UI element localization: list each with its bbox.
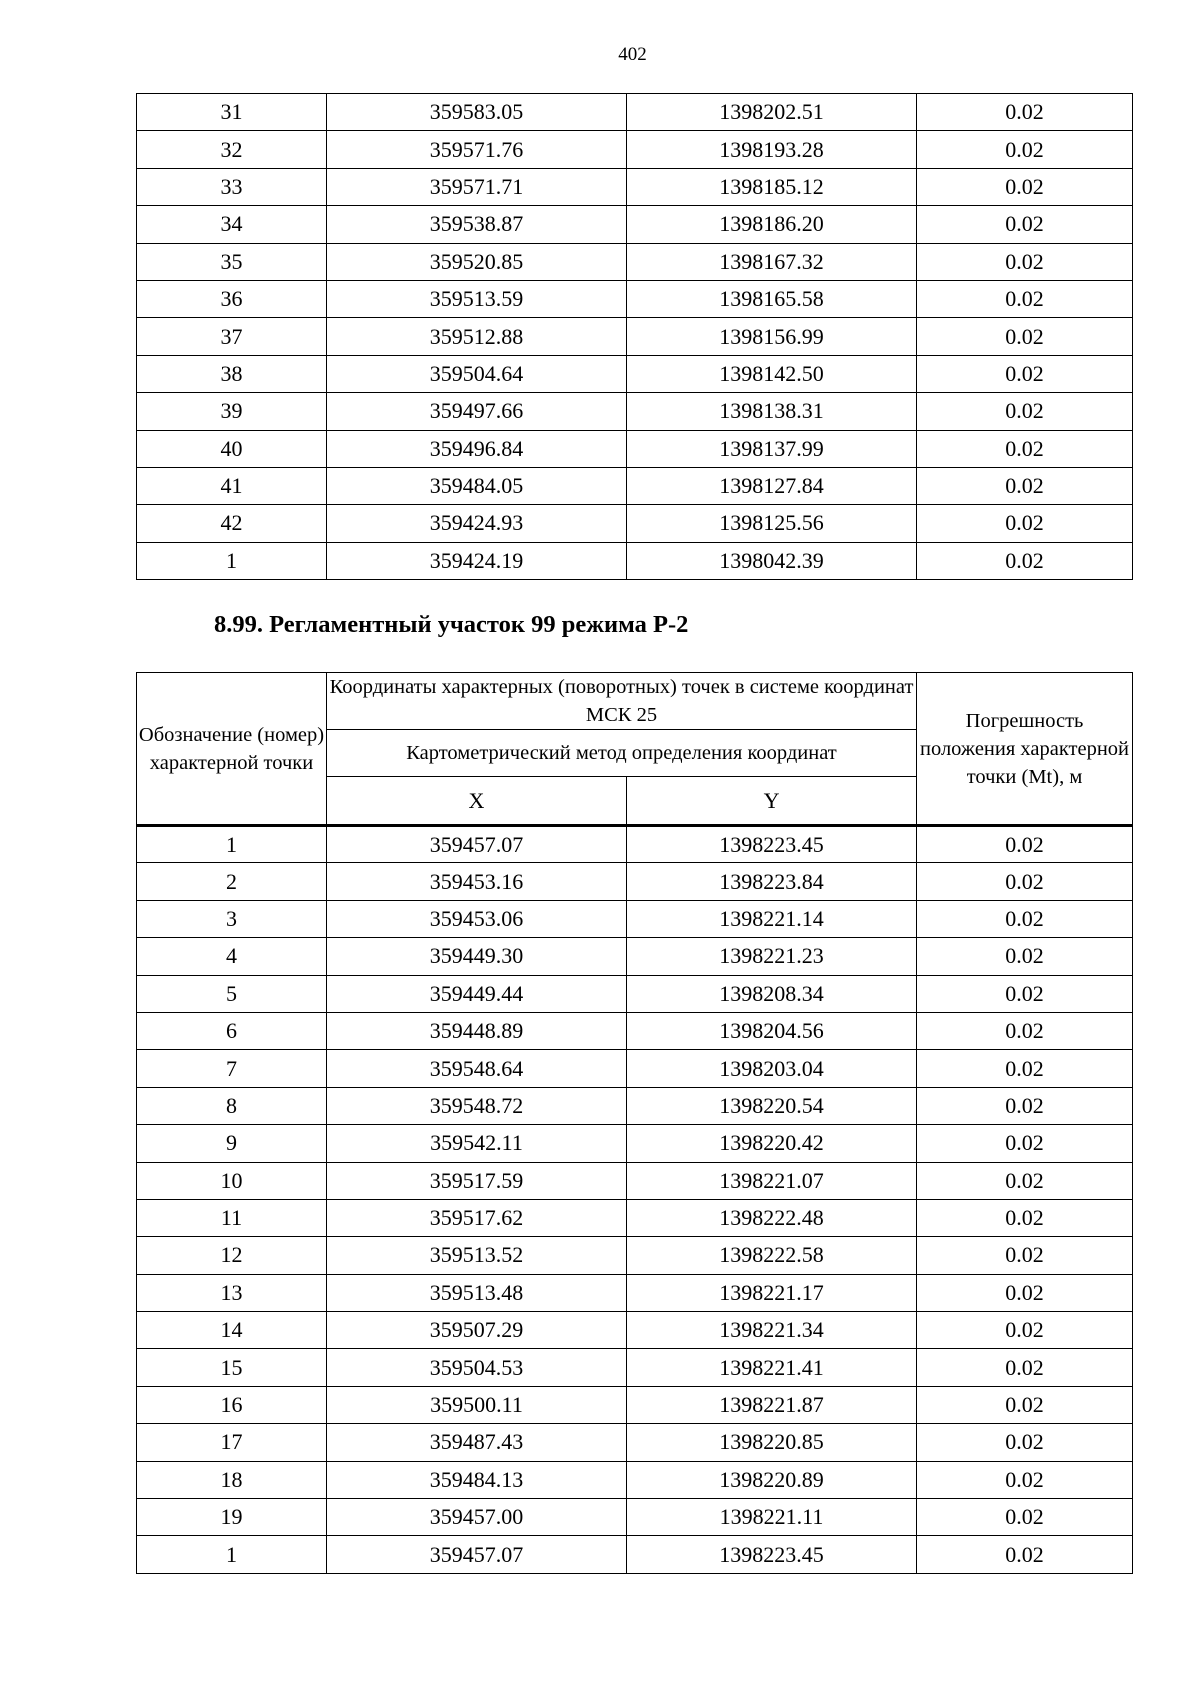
coords-column-header: Координаты характерных (поворотных) точек в системе координат МСК 25 <box>327 673 917 730</box>
error-cell: 0.02 <box>917 94 1133 131</box>
table-row <box>137 900 1133 937</box>
point-number-cell: 32 <box>137 131 327 168</box>
y-coordinate-cell: 1398193.28 <box>627 131 917 168</box>
point-number-cell: 37 <box>137 318 327 355</box>
y-column-header: Y <box>627 777 917 826</box>
table-row <box>137 505 1133 542</box>
error-cell: 0.02 <box>917 542 1133 579</box>
table-row <box>137 318 1133 355</box>
point-number-cell: 1 <box>137 542 327 579</box>
point-number-cell: 13 <box>137 1274 327 1311</box>
table-row <box>137 131 1133 168</box>
table-body <box>137 94 1133 580</box>
table-row <box>137 1274 1133 1311</box>
method-column-header: Картометрический метод определения координат <box>327 730 917 777</box>
error-cell: 0.02 <box>917 355 1133 392</box>
table-row <box>137 975 1133 1012</box>
x-coordinate-cell: 359583.05 <box>327 94 627 131</box>
y-coordinate-cell: 1398221.17 <box>627 1274 917 1311</box>
y-coordinate-cell: 1398222.48 <box>627 1199 917 1236</box>
x-coordinate-cell: 359448.89 <box>327 1012 627 1049</box>
point-number-cell: 18 <box>137 1461 327 1498</box>
y-coordinate-cell: 1398042.39 <box>627 542 917 579</box>
table-row <box>137 938 1133 975</box>
table-row <box>137 206 1133 243</box>
point-number-cell: 4 <box>137 938 327 975</box>
x-coordinate-cell: 359517.62 <box>327 1199 627 1236</box>
point-number-cell: 1 <box>137 826 327 863</box>
point-number-cell: 19 <box>137 1499 327 1536</box>
point-number-cell: 5 <box>137 975 327 1012</box>
x-coordinate-cell: 359496.84 <box>327 430 627 467</box>
x-coordinate-cell: 359548.72 <box>327 1087 627 1124</box>
y-coordinate-cell: 1398221.14 <box>627 900 917 937</box>
point-number-cell: 8 <box>137 1087 327 1124</box>
x-coordinate-cell: 359571.71 <box>327 168 627 205</box>
table-row <box>137 1536 1133 1573</box>
error-cell: 0.02 <box>917 243 1133 280</box>
x-coordinate-cell: 359512.88 <box>327 318 627 355</box>
error-cell: 0.02 <box>917 1274 1133 1311</box>
point-number-cell: 36 <box>137 280 327 317</box>
y-coordinate-cell: 1398125.56 <box>627 505 917 542</box>
y-coordinate-cell: 1398223.45 <box>627 1536 917 1573</box>
table-row <box>137 1461 1133 1498</box>
x-coordinate-cell: 359457.00 <box>327 1499 627 1536</box>
error-cell: 0.02 <box>917 393 1133 430</box>
y-coordinate-cell: 1398221.23 <box>627 938 917 975</box>
error-cell: 0.02 <box>917 206 1133 243</box>
error-cell: 0.02 <box>917 505 1133 542</box>
y-coordinate-cell: 1398208.34 <box>627 975 917 1012</box>
point-column-header: Обозначение (номер) характерной точки <box>137 673 327 826</box>
point-number-cell: 16 <box>137 1386 327 1423</box>
coordinates-table <box>136 672 1133 1574</box>
error-cell: 0.02 <box>917 1237 1133 1274</box>
x-coordinate-cell: 359513.52 <box>327 1237 627 1274</box>
y-coordinate-cell: 1398222.58 <box>627 1237 917 1274</box>
table-row <box>137 168 1133 205</box>
y-coordinate-cell: 1398221.34 <box>627 1312 917 1349</box>
x-coordinate-cell: 359538.87 <box>327 206 627 243</box>
table-row <box>137 1237 1133 1274</box>
table-row <box>137 826 1133 863</box>
y-coordinate-cell: 1398202.51 <box>627 94 917 131</box>
error-cell: 0.02 <box>917 826 1133 863</box>
y-coordinate-cell: 1398221.07 <box>627 1162 917 1199</box>
table-row <box>137 1499 1133 1536</box>
y-coordinate-cell: 1398223.84 <box>627 863 917 900</box>
table-row <box>137 280 1133 317</box>
point-number-cell: 38 <box>137 355 327 392</box>
x-coordinate-cell: 359457.07 <box>327 826 627 863</box>
error-cell: 0.02 <box>917 1461 1133 1498</box>
x-coordinate-cell: 359513.59 <box>327 280 627 317</box>
point-number-cell: 12 <box>137 1237 327 1274</box>
y-coordinate-cell: 1398221.41 <box>627 1349 917 1386</box>
table-header <box>137 673 1133 826</box>
point-number-cell: 11 <box>137 1199 327 1236</box>
table-row <box>137 1050 1133 1087</box>
x-coordinate-cell: 359487.43 <box>327 1424 627 1461</box>
point-number-cell: 41 <box>137 467 327 504</box>
y-coordinate-cell: 1398137.99 <box>627 430 917 467</box>
error-cell: 0.02 <box>917 318 1133 355</box>
y-coordinate-cell: 1398165.58 <box>627 280 917 317</box>
point-number-cell: 6 <box>137 1012 327 1049</box>
table-row <box>137 1162 1133 1199</box>
x-coordinate-cell: 359548.64 <box>327 1050 627 1087</box>
y-coordinate-cell: 1398167.32 <box>627 243 917 280</box>
table-row <box>137 355 1133 392</box>
y-coordinate-cell: 1398220.89 <box>627 1461 917 1498</box>
y-coordinate-cell: 1398220.85 <box>627 1424 917 1461</box>
point-number-cell: 10 <box>137 1162 327 1199</box>
error-cell: 0.02 <box>917 430 1133 467</box>
x-coordinate-cell: 359484.13 <box>327 1461 627 1498</box>
error-cell: 0.02 <box>917 280 1133 317</box>
error-cell: 0.02 <box>917 1312 1133 1349</box>
error-column-header: Погрешность положения характерной точки (Mt), м <box>917 673 1133 826</box>
x-coordinate-cell: 359457.07 <box>327 1536 627 1573</box>
y-coordinate-cell: 1398138.31 <box>627 393 917 430</box>
point-number-cell: 9 <box>137 1125 327 1162</box>
y-coordinate-cell: 1398220.54 <box>627 1087 917 1124</box>
y-coordinate-cell: 1398185.12 <box>627 168 917 205</box>
y-coordinate-cell: 1398127.84 <box>627 467 917 504</box>
table-body <box>137 826 1133 1574</box>
error-cell: 0.02 <box>917 1199 1133 1236</box>
point-number-cell: 39 <box>137 393 327 430</box>
error-cell: 0.02 <box>917 863 1133 900</box>
point-number-cell: 34 <box>137 206 327 243</box>
x-column-header: X <box>327 777 627 826</box>
x-coordinate-cell: 359571.76 <box>327 131 627 168</box>
table-row <box>137 94 1133 131</box>
table-row <box>137 1424 1133 1461</box>
table-row <box>137 1087 1133 1124</box>
error-cell: 0.02 <box>917 467 1133 504</box>
x-coordinate-cell: 359504.53 <box>327 1349 627 1386</box>
error-cell: 0.02 <box>917 1125 1133 1162</box>
y-coordinate-cell: 1398142.50 <box>627 355 917 392</box>
point-number-cell: 1 <box>137 1536 327 1573</box>
table-row <box>137 1125 1133 1162</box>
y-coordinate-cell: 1398156.99 <box>627 318 917 355</box>
x-coordinate-cell: 359449.44 <box>327 975 627 1012</box>
x-coordinate-cell: 359497.66 <box>327 393 627 430</box>
error-cell: 0.02 <box>917 1087 1133 1124</box>
x-coordinate-cell: 359484.05 <box>327 467 627 504</box>
error-cell: 0.02 <box>917 938 1133 975</box>
section-title: 8.99. Регламентный участок 99 режима Р-2 <box>214 611 689 638</box>
table-row <box>137 467 1133 504</box>
table-row <box>137 1349 1133 1386</box>
table-row <box>137 542 1133 579</box>
point-number-cell: 2 <box>137 863 327 900</box>
point-number-cell: 3 <box>137 900 327 937</box>
y-coordinate-cell: 1398220.42 <box>627 1125 917 1162</box>
error-cell: 0.02 <box>917 1536 1133 1573</box>
point-number-cell: 33 <box>137 168 327 205</box>
table-row <box>137 1199 1133 1236</box>
x-coordinate-cell: 359453.16 <box>327 863 627 900</box>
y-coordinate-cell: 1398186.20 <box>627 206 917 243</box>
table-row <box>137 1012 1133 1049</box>
error-cell: 0.02 <box>917 1499 1133 1536</box>
y-coordinate-cell: 1398221.87 <box>627 1386 917 1423</box>
y-coordinate-cell: 1398203.04 <box>627 1050 917 1087</box>
y-coordinate-cell: 1398223.45 <box>627 826 917 863</box>
x-coordinate-cell: 359453.06 <box>327 900 627 937</box>
table-row <box>137 863 1133 900</box>
point-number-cell: 42 <box>137 505 327 542</box>
page-number: 402 <box>618 44 647 65</box>
point-number-cell: 15 <box>137 1349 327 1386</box>
error-cell: 0.02 <box>917 1424 1133 1461</box>
point-number-cell: 14 <box>137 1312 327 1349</box>
table-row <box>137 243 1133 280</box>
error-cell: 0.02 <box>917 1162 1133 1199</box>
table-row <box>137 393 1133 430</box>
table-row <box>137 430 1133 467</box>
error-cell: 0.02 <box>917 1012 1133 1049</box>
point-number-cell: 40 <box>137 430 327 467</box>
error-cell: 0.02 <box>917 1050 1133 1087</box>
x-coordinate-cell: 359504.64 <box>327 355 627 392</box>
error-cell: 0.02 <box>917 1386 1133 1423</box>
table-row <box>137 1312 1133 1349</box>
point-number-cell: 17 <box>137 1424 327 1461</box>
x-coordinate-cell: 359513.48 <box>327 1274 627 1311</box>
point-number-cell: 7 <box>137 1050 327 1087</box>
x-coordinate-cell: 359449.30 <box>327 938 627 975</box>
error-cell: 0.02 <box>917 900 1133 937</box>
error-cell: 0.02 <box>917 1349 1133 1386</box>
x-coordinate-cell: 359507.29 <box>327 1312 627 1349</box>
error-cell: 0.02 <box>917 975 1133 1012</box>
error-cell: 0.02 <box>917 168 1133 205</box>
x-coordinate-cell: 359520.85 <box>327 243 627 280</box>
error-cell: 0.02 <box>917 131 1133 168</box>
x-coordinate-cell: 359424.93 <box>327 505 627 542</box>
point-number-cell: 35 <box>137 243 327 280</box>
point-number-cell: 31 <box>137 94 327 131</box>
x-coordinate-cell: 359517.59 <box>327 1162 627 1199</box>
x-coordinate-cell: 359542.11 <box>327 1125 627 1162</box>
table-row <box>137 1386 1133 1423</box>
coordinates-table-continued <box>136 93 1133 580</box>
x-coordinate-cell: 359424.19 <box>327 542 627 579</box>
y-coordinate-cell: 1398221.11 <box>627 1499 917 1536</box>
x-coordinate-cell: 359500.11 <box>327 1386 627 1423</box>
y-coordinate-cell: 1398204.56 <box>627 1012 917 1049</box>
